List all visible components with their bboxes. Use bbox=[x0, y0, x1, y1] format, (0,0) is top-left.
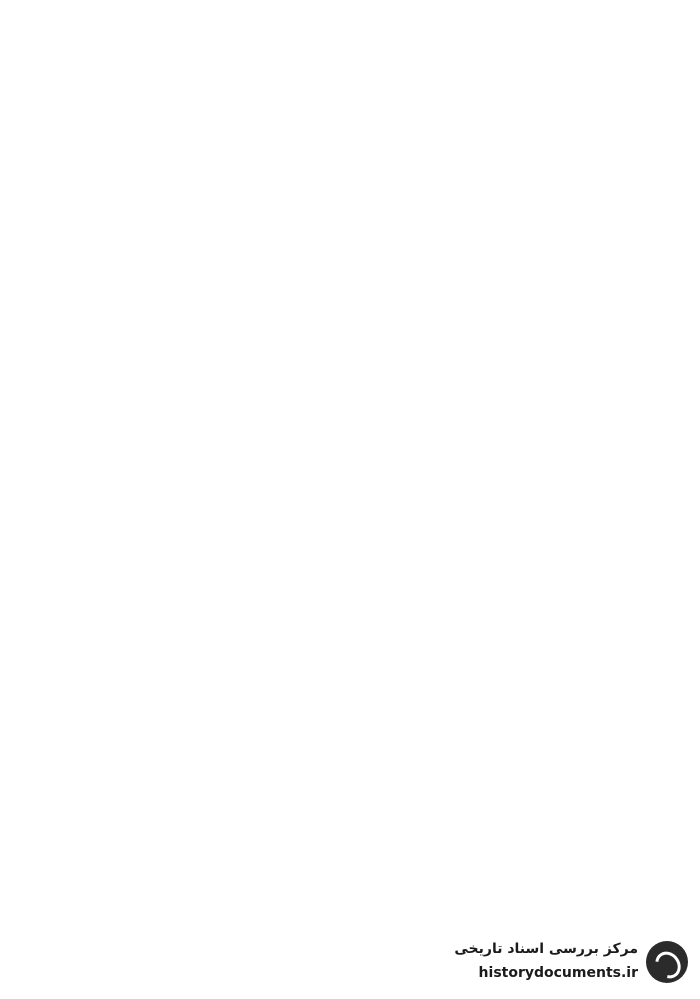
watermark-title: مرکز بررسی اسناد تاریخی bbox=[454, 941, 638, 957]
archive-logo-icon bbox=[646, 941, 688, 983]
watermark bbox=[442, 935, 692, 991]
watermark-url: historydocuments.ir bbox=[478, 965, 638, 981]
